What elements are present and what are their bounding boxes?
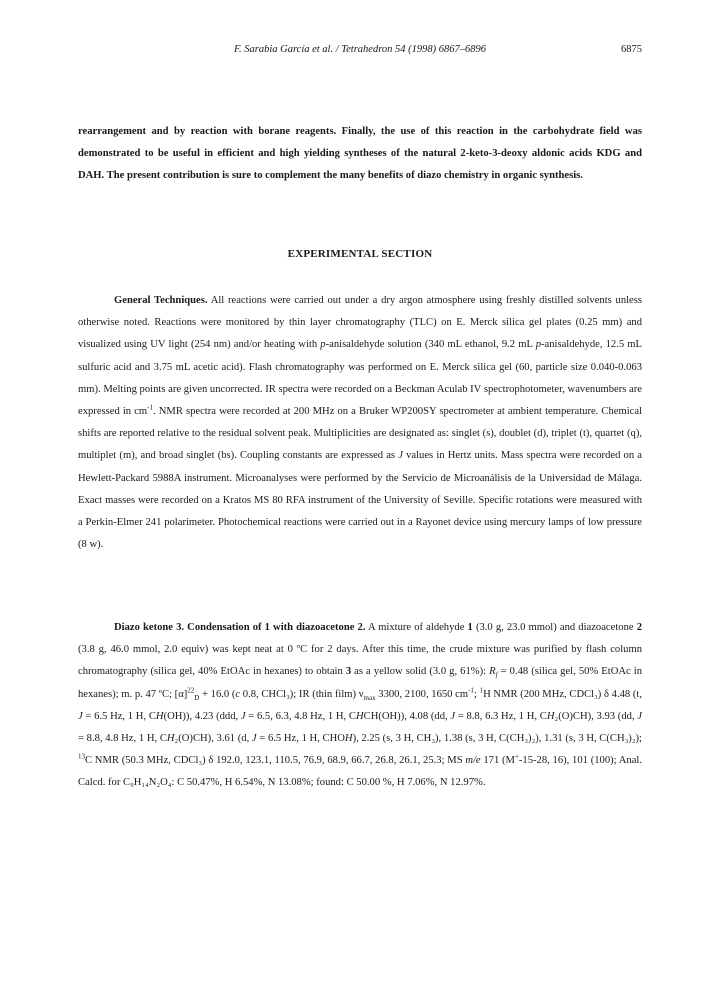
diazo-ketone-title: Diazo ketone 3. Condensation of 1 with diazoacetone 2. bbox=[114, 622, 366, 633]
general-techniques-title: General Techniques. bbox=[114, 295, 208, 306]
section-heading: EXPERIMENTAL SECTION bbox=[287, 248, 433, 260]
page-number: 6875 bbox=[621, 44, 642, 55]
intro-paragraph: rearrangement and by reaction with borane reagents. Finally, the use of this reaction in the carbohydrate field was demonstrated to be useful in efficient and high yielding syntheses of the natural 2-keto-3-deoxy aldonic acids KDG and DAH. The present contribution is sure to complement the many benefits of diazo chemistry in organic synthesis. bbox=[78, 126, 642, 182]
running-header bbox=[78, 44, 642, 60]
running-title: F. Sarabia García et al. / Tetrahedron 54 (1998) 6867–6896 bbox=[233, 44, 487, 55]
diazo-ketone-paragraph: Diazo ketone 3. Condensation of 1 with diazoacetone 2. A mixture of aldehyde 1 (3.0 g, 23.0 mmol) and diazoacetone 2 (3.8 g, 46.0 mmol, 2.0 equiv) was kept neat at 0 ºC for 2 days. After this time, the crude mixture was purified by flash column chromatography (silica gel, 40% EtOAc in hexanes) to obtain 3 as a yellow solid (3.0 g, 61%): $R_f = 0.48$ (silica gel, 50% EtOAc in hexanes); m. p. 47 ºC; $[\alpha]^{22}_D + 16.0$ (c 0.8, CHCl₃); IR (thin film) $\nu_{max}$ 3300, 2100, 1650 $cm^{-1}$; $^1$H NMR (200 MHz, CDCl₃) δ 4.48 (t, J = 6.5 Hz, 1 H, CH(OH)), 4.23 (ddd, J = 6.5, 6.3, 4.8 Hz, 1 H, CHCH(OH)), 4.08 (dd, J = 8.8, 6.3 Hz, 1 H, CH₂(O)CH), 3.93 (dd, J = 8.8, 4.8 Hz, 1 H, CH₂(O)CH), 3.61 (d, J = 6.5 Hz, 1 H, CHOH), 2.25 (s, 3 H, CH₃), 1.38 (s, 3 H, C(CH₃)₂), 1.31 (s, 3 H, C(CH₃)₂); $^{13}$C NMR (50.3 MHz, CDCl₃) δ 192.0, 123.1, 110.5, 76.9, 68.9, 66.7, 26.8, 26.1, 25.3; MS m/e 171 (M+-15-28, 16), 101 (100); Anal. Calcd. for C₉H₁₄N₂O₄: C 50.47%, H 6.54%, N 13.08%; found: C 50.00 %, H 7.06%, N 12.97%. bbox=[78, 622, 642, 789]
general-techniques-paragraph: General Techniques. All reactions were carried out under a dry argon atmosphere using freshly distilled solvents unless otherwise noted. Reactions were monitored by thin layer chromatography (TLC) on E. Merck silica gel plates (0.25 mm) and visualized using UV light (254 nm) and/or heating with p-anisaldehyde solution (340 mL ethanol, 9.2 mL p-anisaldehyde, 12.5 mL sulfuric acid and 3.75 mL acetic acid). Flash chromatography was performed on E. Merck silica gel (60, particle size 0.040-0.063 mm). Melting points are given uncorrected. IR spectra were recorded on a Beckman Aculab IV spectrophotometer, wavenumbers are expressed in $cm^{-1}$. NMR spectra were recorded at 200 MHz on a Bruker WP200SY spectrometer at ambient temperature. Chemical shifts are reported relative to the residual solvent peak. Multiplicities are designated as: singlet (s), doublet (d), triplet (t), quartet (q), multiplet (m), and broad singlet (bs). Coupling constants are expressed as J values in Hertz units. Mass spectra were recorded on a Hewlett-Packard 5988A instrument. Microanalyses were performed by the Servicio de Microanálisis de la Universidad de Málaga. Exact masses were recorded on a Kratos MS 80 RFA instrument of the University of Seville. Specific rotations were measured with a Perkin-Elmer 241 polarimeter. Photochemical reactions were carried out in a Rayonet device using mercury lamps of low pressure (8 w). bbox=[78, 295, 643, 551]
